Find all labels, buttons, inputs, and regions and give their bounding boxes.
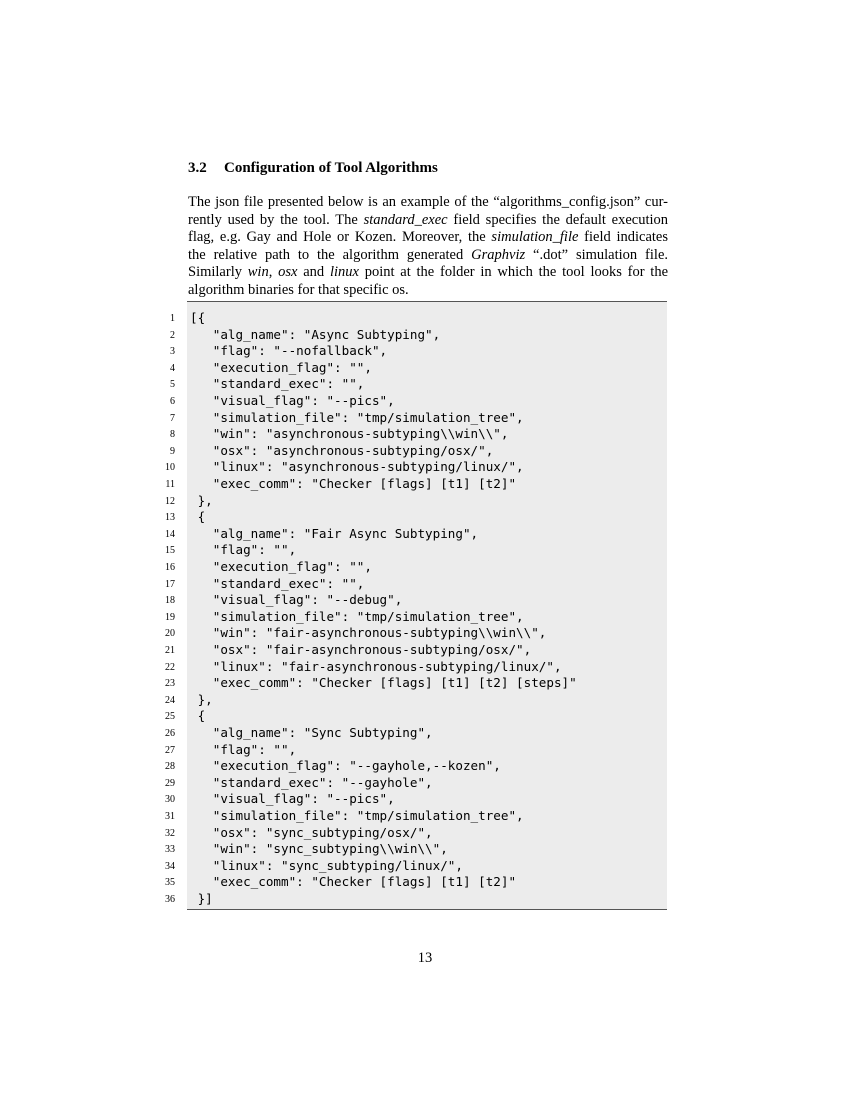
code-text: "win": "sync_subtyping\\win\\", (190, 841, 448, 857)
code-listing (165, 301, 667, 910)
code-text: "exec_comm": "Checker [flags] [t1] [t2] [steps]" (190, 675, 577, 691)
intro-emphasis: osx (278, 264, 298, 281)
intro-text: The json file presented below is an example of the “algorithms_config.json” cur- (188, 194, 668, 210)
intro-text: flag, e.g. Gay and Hole or Kozen. Moreover, the (188, 229, 492, 246)
code-text: "linux": "fair-asynchronous-subtyping/linux/", (190, 658, 562, 674)
intro-text: point at the folder in which the tool looks for the (358, 264, 669, 281)
intro-text: and (297, 264, 330, 281)
intro-emphasis: simulation_file (491, 229, 579, 246)
line-number: 31 (165, 811, 175, 822)
intro-text: rently used by the tool. The (188, 211, 364, 228)
line-number: 5 (170, 379, 175, 391)
intro-line (188, 282, 668, 300)
line-number: 22 (165, 661, 175, 673)
code-text: "exec_comm": "Checker [flags] [t1] [t2]" (190, 874, 517, 890)
intro-line (188, 194, 668, 212)
code-text: }, (190, 492, 213, 508)
line-number: 25 (165, 711, 175, 723)
code-text: { (190, 708, 206, 724)
code-text: "linux": "asynchronous-subtyping/linux/", (190, 459, 524, 475)
line-number: 11 (165, 479, 175, 490)
intro-line (188, 212, 668, 230)
intro-text: field specifies the default execution (447, 211, 668, 228)
code-text: "simulation_file": "tmp/simulation_tree", (190, 409, 524, 425)
code-text: "execution_flag": "", (190, 559, 372, 574)
line-number: 24 (165, 694, 175, 706)
code-text: "alg_name": "Async Subtyping", (190, 326, 441, 342)
line-number: 27 (165, 744, 175, 756)
intro-text: the relative path to the algorithm generated (188, 246, 472, 263)
intro-paragraph (188, 194, 668, 300)
code-text: "flag": "", (190, 741, 297, 757)
intro-text: “.dot” simulation file. (525, 246, 668, 263)
code-text: "flag": "--nofallback", (190, 343, 388, 359)
line-number: 8 (170, 429, 175, 441)
code-text: "alg_name": "Fair Async Subtyping", (190, 525, 479, 541)
line-number: 29 (165, 777, 175, 789)
line-number: 12 (165, 495, 175, 507)
code-text: }] (190, 891, 213, 906)
code-text: "flag": "", (190, 542, 297, 558)
line-number: 34 (165, 860, 175, 872)
code-text: "linux": "sync_subtyping/linux/", (190, 857, 463, 873)
line-number: 32 (165, 827, 175, 839)
page-number: 13 (417, 950, 433, 966)
code-text: "visual_flag": "--pics", (190, 791, 395, 807)
line-number: 23 (165, 678, 175, 690)
line-number: 4 (170, 362, 175, 374)
line-number: 1 (170, 313, 175, 324)
intro-emphasis: Graphviz (471, 246, 526, 263)
code-text: "simulation_file": "tmp/simulation_tree", (190, 608, 524, 624)
intro-line (188, 264, 668, 282)
intro-line (188, 247, 668, 265)
line-number: 17 (165, 578, 175, 590)
line-number: 26 (165, 728, 175, 739)
intro-text: Similarly (188, 264, 248, 281)
line-number: 3 (170, 346, 175, 358)
code-text: [{ (190, 310, 206, 325)
section-heading (188, 160, 438, 177)
line-number: 2 (170, 329, 175, 341)
intro-text: , (268, 264, 279, 281)
line-number: 9 (170, 445, 175, 457)
line-number: 16 (165, 562, 175, 573)
code-text: "standard_exec": "", (190, 575, 365, 591)
code-text: "execution_flag": "--gayhole,--kozen", (190, 758, 501, 774)
code-text: "osx": "asynchronous-subtyping/osx/", (190, 442, 494, 458)
intro-emphasis: standard_exec (363, 211, 448, 228)
code-text: "osx": "fair-asynchronous-subtyping/osx/", (190, 642, 532, 657)
code-text: "win": "fair-asynchronous-subtyping\\win\\", (190, 625, 547, 641)
code-text: "visual_flag": "--debug", (190, 592, 403, 608)
line-number: 10 (165, 462, 175, 474)
intro-emphasis: linux (329, 264, 359, 281)
line-number: 6 (170, 396, 175, 407)
intro-text: field indicates (578, 229, 668, 246)
line-number: 7 (170, 412, 175, 424)
intro-text: algorithm binaries for that specific os. (188, 281, 409, 298)
line-number: 21 (165, 645, 175, 656)
code-text: "standard_exec": "--gayhole", (190, 774, 433, 790)
line-number: 20 (165, 628, 175, 640)
line-number: 35 (165, 877, 175, 889)
line-number: 36 (165, 894, 175, 905)
line-number: 33 (165, 844, 175, 856)
line-number: 14 (165, 528, 175, 540)
section-number: 3.2 (188, 160, 207, 176)
code-text: { (190, 509, 206, 525)
code-text: "osx": "sync_subtyping/osx/", (190, 824, 433, 840)
section-title: Configuration of Tool Algorithms (224, 160, 438, 176)
line-number: 13 (165, 512, 175, 524)
intro-line (188, 229, 668, 247)
code-text: "standard_exec": "", (190, 376, 365, 392)
line-number: 28 (165, 761, 175, 773)
line-number: 19 (165, 611, 175, 623)
code-text: "win": "asynchronous-subtyping\\win\\", (190, 426, 509, 442)
code-text: "visual_flag": "--pics", (190, 393, 395, 408)
line-number: 30 (165, 794, 175, 806)
code-text: "simulation_file": "tmp/simulation_tree", (190, 808, 524, 823)
code-text: "alg_name": "Sync Subtyping", (190, 725, 433, 740)
code-text: "execution_flag": "", (190, 359, 372, 375)
code-text: }, (190, 691, 213, 707)
code-text: "exec_comm": "Checker [flags] [t1] [t2]" (190, 476, 517, 491)
intro-emphasis: win (247, 264, 269, 281)
line-number: 15 (165, 545, 175, 557)
line-number: 18 (165, 595, 175, 607)
